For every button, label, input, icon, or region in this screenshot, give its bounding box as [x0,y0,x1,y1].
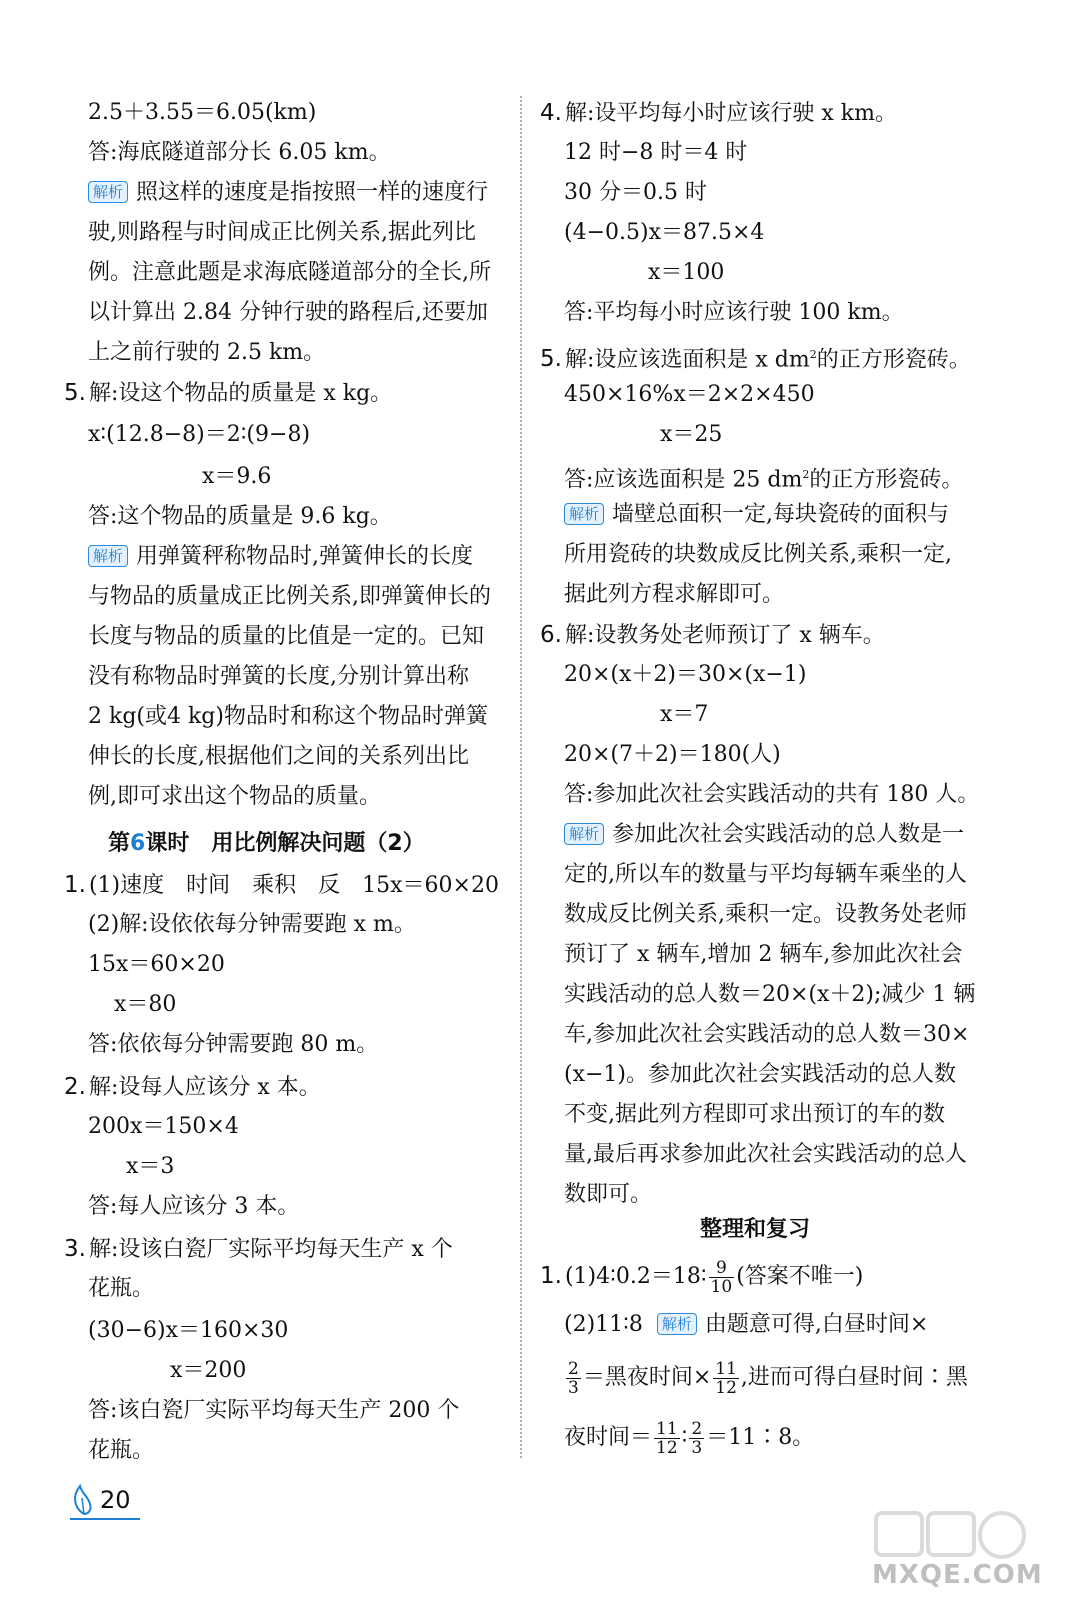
equation: 200x＝150×4 [88,1114,239,1139]
equation: x＝3 [126,1154,175,1179]
fraction: $\frac{2}{3}$ [691,1418,703,1458]
page-number: 20 [100,1486,131,1514]
question-number: 5. [540,346,562,373]
question-4 [540,98,897,129]
text-line: 夜时间＝ $\frac{11}{12}$ ∶ $\frac{2}{3}$ ＝11∶8。 [564,1418,815,1458]
text-line: 2.5＋3.55＝6.05(km) [88,100,317,125]
text-line: 2 kg(或4 kg)物品时和称这个物品时弹簧 [88,704,488,729]
analysis-tag: 解析 [564,503,604,525]
review-question-1: 1. (1)4∶0.2＝18∶ $\frac{9}{10}$ (答案不唯一) [540,1257,864,1297]
analysis-line [88,178,488,208]
text-line: 没有称物品时弹簧的长度,分别计算出称 [88,664,469,689]
text-line: 上之前行驶的 2.5 km。 [88,340,326,365]
equation: 450×16%x＝2×2×450 [564,382,815,407]
text-line: 30 分＝0.5 时 [564,180,707,205]
answer-line: 答:每人应该分 3 本。 [88,1194,300,1219]
analysis-line: 解析 参加此次社会实践活动的总人数是一 [564,820,964,850]
text-line: 花瓶。 [88,1276,155,1301]
equation: x＝25 [660,422,723,447]
equation: x＝100 [648,260,725,285]
text-line: 花瓶。 [88,1438,155,1463]
text-line: 实践活动的总人数＝20×(x＋2);减少 1 辆 [564,982,976,1007]
text-line: 据此列方程求解即可。 [564,582,785,607]
question-1 [64,870,499,901]
text: 照这样的速度是指按照一样的速度行 [136,180,489,205]
section-heading-review: 整理和复习 [700,1217,811,1242]
text-line: 不变,据此列方程即可求出预订的车的数 [564,1102,945,1127]
text-line: 预订了 x 辆车,增加 2 辆车,参加此次社会 [564,942,963,967]
text-line: 驶,则路程与时间成正比例关系,据此列比 [88,220,476,245]
analysis-line: 解析 墙壁总面积一定,每块瓷砖的面积与 [564,500,949,530]
footer-rule [70,1518,140,1520]
analysis-tag: 解析 [564,823,604,845]
analysis-tag: 解析 [88,545,128,567]
answer-line: 答:这个物品的质量是 9.6 kg。 [88,504,392,529]
analysis-tag: 解析 [657,1313,697,1335]
watermark-text: MXQE.COM [872,1560,1043,1590]
answer-line: 答:应该选面积是 25 $dm^2$的正方形瓷砖。 [564,467,964,493]
question-3 [64,1234,453,1265]
text-line: 车,参加此次社会实践活动的总人数＝30× [564,1022,970,1047]
text-line: 伸长的长度,根据他们之间的关系列出比 [88,744,469,769]
text: 解:设这个物品的质量是 x kg。 [88,381,393,406]
question-number: 5. [64,380,86,406]
answer-line: 答:参加此次社会实践活动的共有 180 人。 [564,782,980,807]
column-divider [520,96,522,1458]
equation: x＝7 [660,702,709,727]
text-line: 所用瓷砖的块数成反比例关系,乘积一定, [564,542,952,567]
fraction: $\frac{9}{10}$ [710,1257,733,1297]
text-line: 答:海底隧道部分长 6.05 km。 [88,140,391,165]
text-line: (2)11∶8 解析 由题意可得,白昼时间× [564,1312,929,1337]
question-number: 2. [64,1074,86,1100]
text-line: 12 时−8 时＝4 时 [564,140,748,165]
question-number: 1. [64,872,86,898]
equation: 20×(7＋2)＝180(人) [564,742,781,767]
text-line: 与物品的质量成正比例关系,即弹簧伸长的 [88,584,491,609]
section-heading: 第6课时 用比例解决问题（2） [108,831,425,856]
text-line: 长度与物品的质量的比值是一定的。已知 [88,624,485,649]
answer-line: 答:该白瓷厂实际平均每天生产 200 个 [88,1398,460,1423]
text-line: 例,即可求出这个物品的质量。 [88,784,381,809]
equation: 15x＝60×20 [88,952,225,977]
question-5: 5. 解:设应该选面积是 x $dm^2$的正方形瓷砖。 [540,346,971,373]
text: 解:设平均每小时应该行驶 x km。 [564,101,897,126]
equation: 20×(x＋2)＝30×(x−1) [564,662,807,687]
text-line: 数成反比例关系,乘积一定。设教务处老师 [564,902,967,927]
answer-line: 答:依依每分钟需要跑 80 m。 [88,1032,379,1057]
text-line: (x−1)。参加此次社会实践活动的总人数 [564,1062,957,1087]
fraction: $\frac{2}{3}$ [568,1358,579,1398]
equation: x＝80 [114,992,177,1017]
equation: (30−6)x＝160×30 [88,1318,289,1343]
text-line: 定的,所以车的数量与平均每辆车乘坐的人 [564,862,967,887]
text-line: 量,最后再求参加此次社会实践活动的总人 [564,1142,967,1167]
text-line: 以计算出 2.84 分钟行驶的路程后,还要加 [88,300,488,325]
leaf-icon [70,1480,98,1516]
lesson-number: 6 [130,831,146,856]
equation: (4−0.5)x＝87.5×4 [564,220,765,245]
text: (1)速度 时间 乘积 反 15x＝60×20 [88,873,499,898]
question-6: 6. 解:设教务处老师预订了 x 辆车。 [540,622,885,648]
text-line: $\frac{2}{3}$ ＝黑夜时间× $\frac{11}{12}$ ,进而可得白昼时间∶黑 [568,1358,968,1398]
text: 用弹簧秤称物品时,弹簧伸长的长度 [136,544,474,569]
equation: x＝200 [170,1358,247,1383]
text-line: (2)解:设依依每分钟需要跑 x m。 [88,912,416,937]
equation: x＝9.6 [202,464,272,489]
question-2 [64,1072,321,1103]
text-line: 数即可。 [564,1182,653,1207]
analysis-tag: 解析 [88,181,128,203]
analysis-line [88,542,473,572]
question-number: 3. [64,1236,86,1262]
fraction: $\frac{11}{12}$ [656,1418,678,1458]
question-number: 4. [540,100,562,126]
answer-line: 答:平均每小时应该行驶 100 km。 [564,300,904,325]
text: 解:设该白瓷厂实际平均每天生产 x 个 [88,1237,453,1262]
text: 解:设每人应该分 x 本。 [88,1075,321,1100]
fraction: $\frac{11}{12}$ [715,1358,737,1398]
equation: x∶(12.8−8)＝2∶(9−8) [88,422,311,447]
question-5 [64,378,392,409]
question-number: 1. [540,1263,562,1289]
text-line: 例。注意此题是求海底隧道部分的全长,所 [88,260,491,285]
question-number: 6. [540,622,562,648]
